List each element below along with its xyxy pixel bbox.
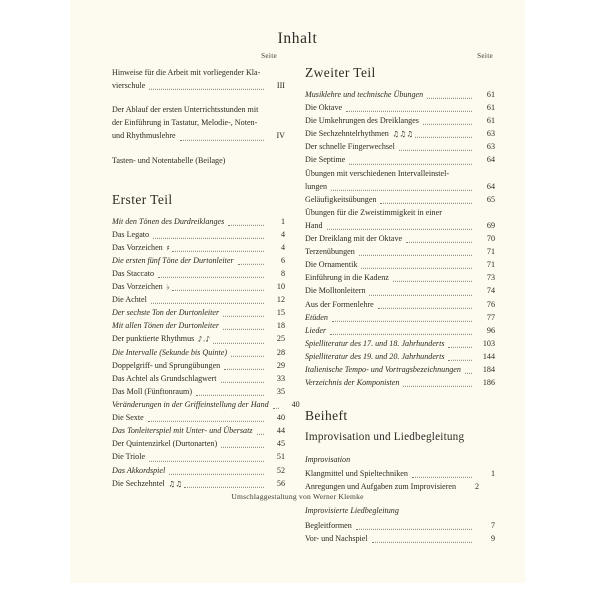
page-number: 65	[486, 194, 495, 204]
beiheft-group	[305, 453, 495, 493]
page-number: III	[276, 81, 285, 91]
page-number: 73	[486, 273, 495, 283]
music-note-glyph: ♪.♪	[197, 334, 211, 344]
toc-entry	[305, 467, 495, 480]
page-number: 63	[486, 142, 495, 152]
page-number: 96	[486, 325, 495, 335]
page-number: 64	[486, 181, 495, 191]
beilage-note: Tasten- und Notentabelle (Beilage)	[112, 155, 226, 165]
dot-leader	[406, 242, 472, 243]
toc-entry-label: Vor- und Nachspiel	[305, 533, 368, 543]
toc-entry-label: lungen	[305, 181, 328, 191]
page-number: 51	[276, 452, 285, 462]
toc-entry-label: Übungen mit verschiedenen Intervalleinstel-	[305, 168, 450, 178]
toc-entry-label: Das Akkordspiel	[112, 465, 166, 475]
toc-entry-label: Lieder	[305, 325, 327, 335]
page-number: 61	[486, 116, 495, 126]
dot-leader	[148, 421, 264, 422]
dot-leader	[465, 373, 472, 374]
dot-leader	[372, 542, 472, 543]
toc-entry-label: Übungen für die Zweistimmigkeit in einer	[305, 207, 442, 217]
section-heading-beiheft: Beiheft	[305, 408, 348, 424]
toc-entry-label: Anregungen und Aufgaben zum Improvisieren	[305, 482, 457, 492]
toc-entry-label: Klangmittel und Spieltechniken	[305, 469, 408, 479]
toc-entry-label: Hand	[305, 220, 323, 230]
toc-entry	[305, 245, 495, 258]
dot-leader	[448, 360, 472, 361]
toc-entry-label: Die ersten fünf Töne der Durtonleiter	[112, 255, 234, 265]
footer-credit: Umschlaggestaltung von Werner Klemke	[231, 492, 364, 501]
dot-leader	[196, 395, 264, 396]
toc-entry-label: Spielliteratur des 17. und 18. Jahrhunderts	[305, 338, 445, 348]
toc-entry	[112, 332, 285, 345]
toc-entry-label: Das Achtel als Grundschlagwert	[112, 373, 217, 383]
toc-entry-label: Die Intervalle (Sekunde bis Quinte)	[112, 347, 228, 357]
toc-entry	[305, 258, 495, 271]
dot-leader	[427, 98, 472, 99]
page-number: 8	[280, 268, 285, 278]
page-number: 64	[486, 155, 495, 165]
front-matter-line-1: Hinweise für die Arbeit mit vorliegender Kla-	[112, 68, 261, 77]
page-number: 77	[486, 312, 495, 322]
toc-entry	[305, 324, 495, 337]
toc-entry	[305, 271, 495, 284]
dot-leader	[331, 190, 472, 191]
dot-leader	[184, 487, 264, 488]
toc-entry	[112, 398, 300, 411]
toc-entry	[305, 298, 495, 311]
toc-entry	[305, 376, 495, 389]
dot-leader	[257, 434, 264, 435]
page-number: 76	[486, 299, 495, 309]
right-seite-header-row	[305, 52, 495, 66]
dot-leader	[231, 356, 264, 357]
page-number: 61	[486, 89, 495, 99]
toc-entry	[305, 519, 495, 532]
page-number: 103	[482, 338, 495, 348]
erster-teil-entry-list	[112, 215, 300, 490]
page-number: 28	[276, 347, 285, 357]
toc-entry	[112, 359, 285, 372]
left-seite-label: Seite	[261, 52, 277, 60]
zweiter-teil-entry-list	[305, 88, 495, 390]
toc-entry-label: Musiklehre und technische Übungen	[305, 89, 424, 99]
page-number: 69	[486, 220, 495, 230]
dot-leader	[221, 382, 264, 383]
toc-entry-label: Geläufigkeitsübungen	[305, 194, 377, 204]
front-matter-entry-1	[112, 66, 285, 92]
toc-entry-label: Die Molltonleitern	[305, 286, 366, 296]
dot-leader	[423, 124, 472, 125]
page-number: 61	[486, 102, 495, 112]
toc-entry-label: Das Vorzeichen	[112, 242, 163, 252]
toc-entry-label: Die Sexte	[112, 413, 144, 423]
toc-entry-label: Der Dreiklang mit der Oktave	[305, 234, 403, 244]
page-number: 4	[280, 229, 285, 239]
page-number: 40	[276, 413, 285, 423]
toc-entry	[112, 411, 285, 424]
toc-entry-label: Die Triole	[112, 452, 146, 462]
toc-entry	[305, 337, 495, 350]
toc-entry	[305, 284, 495, 297]
toc-entry	[305, 311, 495, 324]
dot-leader	[158, 277, 264, 278]
toc-entry-label: Die Ornamentik	[305, 260, 358, 270]
page-number: 71	[486, 247, 495, 257]
right-seite-label: Seite	[477, 52, 493, 60]
page-number: 35	[276, 386, 285, 396]
beiheft-group	[305, 504, 495, 544]
toc-entry-label: Die Sechzehntel	[112, 478, 165, 488]
front-matter-line-2: vierschule	[112, 81, 146, 91]
dot-leader	[399, 150, 472, 151]
front-matter-line	[112, 103, 285, 116]
toc-entry	[305, 350, 495, 363]
dot-leader	[327, 229, 472, 230]
front-matter-line-3: und Rhythmuslehre	[112, 131, 176, 141]
section-heading-zweiter-teil: Zweiter Teil	[305, 65, 376, 80]
toc-entry	[112, 372, 285, 385]
toc-entry-label: Die Septime	[305, 155, 346, 165]
music-note-glyph: ♯	[166, 242, 171, 252]
dot-leader	[393, 281, 472, 282]
toc-entry	[112, 437, 285, 450]
page-number: 144	[482, 352, 495, 362]
dot-leader	[172, 290, 264, 291]
toc-right-column	[295, 52, 525, 556]
toc-entry	[112, 450, 285, 463]
toc-entry	[112, 241, 285, 254]
dot-leader	[149, 89, 264, 90]
toc-entry	[305, 101, 495, 114]
toc-entry-label: Die Sechzehntelrhythmen	[305, 129, 389, 139]
dot-leader	[369, 294, 472, 295]
toc-entry-label: Veränderungen in der Griffeinstellung der Hand	[112, 400, 269, 410]
dot-leader	[213, 342, 265, 343]
toc-entry	[305, 140, 495, 153]
page-number: 12	[276, 295, 285, 305]
beiheft-subtitle: Improvisation und Liedbegleitung	[305, 431, 465, 444]
page-number: 52	[276, 465, 285, 475]
music-note-glyph: ♭	[166, 282, 171, 292]
music-note-glyph: ♫♫	[168, 478, 183, 488]
toc-entry-label: Das Moll (Fünftonraum)	[112, 386, 193, 396]
page-number: 4	[280, 242, 285, 252]
dot-leader	[361, 268, 472, 269]
toc-entry-wrapped-line	[305, 167, 495, 180]
dot-leader	[346, 111, 472, 112]
toc-entry	[305, 88, 495, 101]
dot-leader	[349, 163, 472, 164]
music-note-glyph: ♫♫♫	[392, 129, 414, 139]
toc-entry-label: Das Staccato	[112, 268, 155, 278]
toc-entry-label: Mit den Tönen des Durdreiklanges	[112, 216, 225, 226]
dot-leader	[180, 139, 264, 140]
toc-entry-label: Einführung in die Kadenz	[305, 273, 389, 283]
toc-entry-label: Begleitformen	[305, 520, 352, 530]
dot-leader	[149, 460, 264, 461]
page-number: 25	[276, 334, 285, 344]
dot-leader	[380, 203, 472, 204]
page-number: 9	[490, 533, 495, 543]
toc-entry-label: Italienische Tempo- und Vortragsbezeichnungen	[305, 365, 461, 375]
page-number: 186	[482, 378, 495, 388]
dot-leader	[359, 255, 472, 256]
toc-entry	[305, 193, 495, 206]
page-number: 33	[276, 373, 285, 383]
toc-entry	[305, 180, 495, 193]
toc-entry	[305, 532, 495, 545]
toc-entry	[112, 346, 285, 359]
page-number: 44	[276, 426, 285, 436]
toc-entry-label: Aus der Formenlehre	[305, 299, 374, 309]
toc-entry-label: Das Legato	[112, 229, 150, 239]
dot-leader	[415, 137, 472, 138]
dot-leader	[412, 477, 472, 478]
page-number: 74	[486, 286, 495, 296]
front-matter-entry-2-last-line	[112, 129, 285, 142]
dot-leader	[153, 238, 264, 239]
toc-entry	[112, 280, 285, 293]
page-number: 70	[486, 234, 495, 244]
left-seite-header-row	[112, 52, 285, 66]
toc-entry	[305, 219, 495, 232]
dot-leader	[356, 528, 472, 529]
book-page	[70, 0, 525, 583]
toc-entry	[112, 267, 285, 280]
toc-entry	[305, 127, 495, 140]
page-number: 40	[291, 400, 300, 410]
toc-entry	[112, 424, 285, 437]
page-number: 71	[486, 260, 495, 270]
toc-entry	[112, 464, 285, 477]
toc-entry-label: Das Vorzeichen	[112, 282, 163, 292]
dot-leader	[151, 303, 264, 304]
page-number: 184	[482, 365, 495, 375]
page-number: 7	[490, 520, 495, 530]
dot-leader	[172, 251, 264, 252]
toc-entry-label: Der sechste Ton der Durtonleiter	[112, 308, 220, 318]
toc-entry	[112, 228, 285, 241]
dot-leader	[223, 316, 264, 317]
dot-leader	[273, 408, 279, 409]
dot-leader	[448, 347, 472, 348]
toc-entry-label: Doppelgriff- und Sprungübungen	[112, 360, 221, 370]
page-number: 45	[276, 439, 285, 449]
toc-entry	[305, 153, 495, 166]
page-number: 63	[486, 129, 495, 139]
page-number: 6	[280, 255, 285, 265]
front-matter-entry-2	[112, 103, 285, 142]
toc-entry-label: Verzeichnis der Komponisten	[305, 378, 400, 388]
dot-leader	[224, 369, 264, 370]
toc-entry-wrapped-line	[305, 206, 495, 219]
front-matter-line	[112, 116, 285, 129]
toc-entry-label: Mit allen Tönen der Durtonleiter	[112, 321, 220, 331]
toc-entry-label: Etüden	[305, 312, 328, 322]
beiheft-group-heading: Improvisierte Liedbegleitung	[305, 506, 399, 516]
front-matter-line-2: der Einführung in Tastatur, Melodie-, Noten-	[112, 118, 258, 128]
toc-columns	[70, 52, 525, 556]
toc-entry-label: Der schnelle Fingerwechsel	[305, 142, 395, 152]
page-number: IV	[276, 131, 285, 141]
dot-leader	[223, 329, 264, 330]
toc-entry	[112, 385, 285, 398]
page-number: 2	[475, 482, 480, 492]
toc-entry-label: Terzenübungen	[305, 247, 355, 257]
page-number: 18	[276, 321, 285, 331]
front-matter-line-1: Der Ablauf der ersten Unterrichtsstunden mit	[112, 105, 259, 115]
front-matter-entry-1-last-line	[112, 79, 285, 92]
section-heading-erster-teil: Erster Teil	[112, 191, 173, 207]
toc-entry-label: Die Achtel	[112, 295, 147, 305]
page-number: 29	[276, 360, 285, 370]
toc-entry-label: Spielliteratur des 19. und 20. Jahrhunderts	[305, 352, 445, 362]
toc-entry-label: Die Umkehrungen des Dreiklanges	[305, 116, 419, 126]
dot-leader	[228, 224, 264, 225]
page-number: 1	[490, 469, 495, 479]
dot-leader	[332, 321, 472, 322]
dot-leader	[330, 334, 472, 335]
dot-leader	[403, 386, 472, 387]
toc-entry	[112, 254, 285, 267]
toc-entry-label: Der punktierte Rhythmus	[112, 334, 195, 344]
toc-entry	[112, 319, 285, 332]
toc-entry	[112, 215, 285, 228]
toc-entry	[112, 306, 285, 319]
toc-entry	[305, 363, 495, 376]
front-matter-line	[112, 66, 285, 79]
dot-leader	[378, 308, 472, 309]
toc-entry	[112, 477, 285, 490]
dot-leader	[238, 264, 264, 265]
page-number: 10	[276, 282, 285, 292]
toc-entry-label: Die Oktave	[305, 102, 343, 112]
toc-entry-label: Der Quintenzirkel (Durtonarten)	[112, 439, 218, 449]
toc-entry	[305, 232, 495, 245]
beiheft-group-heading: Improvisation	[305, 455, 351, 465]
page-number: 15	[276, 308, 285, 318]
toc-entry-label: Das Tonleiterspiel mit Unter- und Übersatz	[112, 426, 253, 436]
toc-entry	[305, 114, 495, 127]
dot-leader	[221, 447, 264, 448]
toc-entry	[112, 293, 285, 306]
page-number: 56	[276, 478, 285, 488]
page-number: 1	[280, 216, 285, 226]
dot-leader	[169, 473, 264, 474]
page-title: Inhalt	[277, 30, 318, 47]
